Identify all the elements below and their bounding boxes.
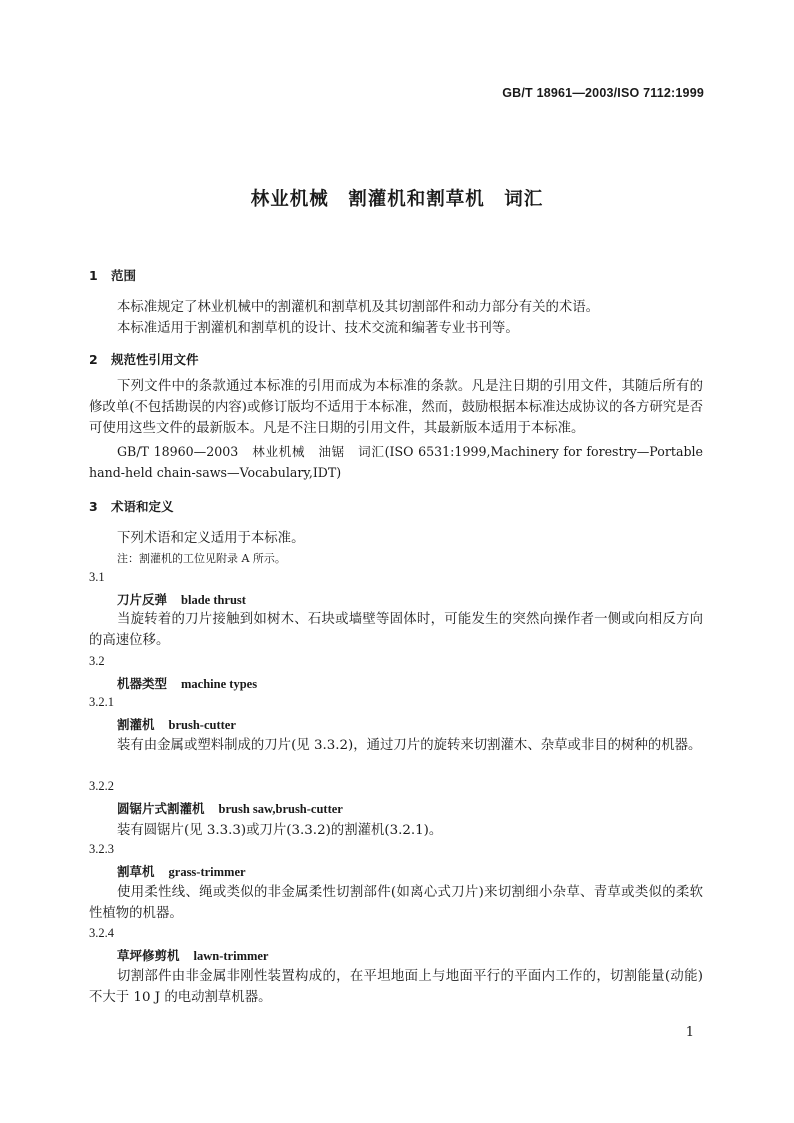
- term-heading: [117, 946, 269, 964]
- terms-note: 注：割灌机的工位见附录 A 所示。: [117, 552, 286, 565]
- section-heading-terms: [89, 497, 174, 515]
- normative-refs-paragraph: 下列文件中的条款通过本标准的引用而成为本标准的条款。凡是注日期的引用文件，其随后所有的修改单(不包括勘误的内容)或修订版均不适用于本标准，然而，鼓励根据本标准达成协议的各方研究是否可使用这些文件的最新版本。凡是不注日期的引用文件，其最新版本适用于本标准。: [89, 379, 703, 436]
- term-en: machine types: [181, 677, 258, 691]
- page-number: 1: [685, 1025, 694, 1040]
- term-cn: 圆锯片式割灌机: [117, 801, 205, 816]
- scope-paragraph-2: 本标准适用于割灌机和割草机的设计、技术交流和编著专业书刊等。: [117, 321, 519, 336]
- terms-intro: 下列术语和定义适用于本标准。: [117, 531, 305, 546]
- term-cn: 割灌机: [117, 717, 155, 732]
- term-heading: [117, 674, 257, 692]
- scope-paragraph-1: 本标准规定了林业机械中的割灌机和割草机及其切割部件和动力部分有关的术语。: [117, 300, 600, 315]
- term-definition: 使用柔性线、绳或类似的非金属柔性切割部件(如离心式刀片)来切割细小杂草、青草或类似的柔软性植物的机器。: [89, 885, 703, 921]
- term-cn: 割草机: [117, 864, 155, 879]
- term-en: blade thrust: [181, 593, 246, 607]
- section-title: 规范性引用文件: [111, 352, 199, 367]
- clause-number: 3.1: [89, 570, 105, 584]
- term-heading: [117, 590, 246, 608]
- clause-number: 3.2.3: [89, 842, 114, 856]
- term-definition: 装有圆锯片(见 3.3.3)或刀片(3.3.2)的割灌机(3.2.1)。: [117, 823, 443, 838]
- section-number: 1: [89, 268, 98, 283]
- section-number: 3: [89, 499, 98, 514]
- term-heading: [117, 799, 343, 817]
- term-cn: 机器类型: [117, 676, 168, 691]
- term-en: brush saw,brush-cutter: [218, 802, 343, 816]
- term-heading: [117, 862, 246, 880]
- document-title: 林业机械 割灌机和割草机 词汇: [250, 189, 544, 210]
- clause-number: 3.2.2: [89, 779, 114, 793]
- term-heading: [117, 715, 236, 733]
- normative-reference-entry: GB/T 18960—2003 林业机械 油锯 词汇(ISO 6531:1999,Machinery for forestry—Portable hand-held chain-saws—Vocabulary,IDT): [89, 444, 703, 480]
- section-heading-scope: [89, 266, 136, 284]
- term-en: brush-cutter: [168, 718, 236, 732]
- clause-number: 3.2.4: [89, 926, 114, 940]
- section-title: 术语和定义: [111, 499, 174, 514]
- term-definition: 装有由金属或塑料制成的刀片(见 3.3.2)，通过刀片的旋转来切割灌木、杂草或非目的树种的机器。: [117, 738, 702, 753]
- term-definition: 当旋转着的刀片接触到如树木、石块或墙壁等固体时，可能发生的突然向操作者一侧或向相反方向的高速位移。: [89, 612, 703, 648]
- term-en: grass-trimmer: [168, 865, 246, 879]
- clause-number: 3.2.1: [89, 695, 114, 709]
- section-heading-normative-refs: [89, 350, 199, 368]
- standard-code: GB/T 18961—2003/ISO 7112:1999: [502, 86, 704, 100]
- clause-number: 3.2: [89, 654, 105, 668]
- section-number: 2: [89, 352, 98, 367]
- term-cn: 刀片反弹: [117, 592, 168, 607]
- section-title: 范围: [111, 268, 137, 283]
- term-definition: 切割部件由非金属非刚性装置构成的，在平坦地面上与地面平行的平面内工作的，切割能量(动能)不大于 10 J 的电动割草机器。: [89, 969, 703, 1005]
- term-en: lawn-trimmer: [193, 949, 269, 963]
- term-cn: 草坪修剪机: [117, 948, 180, 963]
